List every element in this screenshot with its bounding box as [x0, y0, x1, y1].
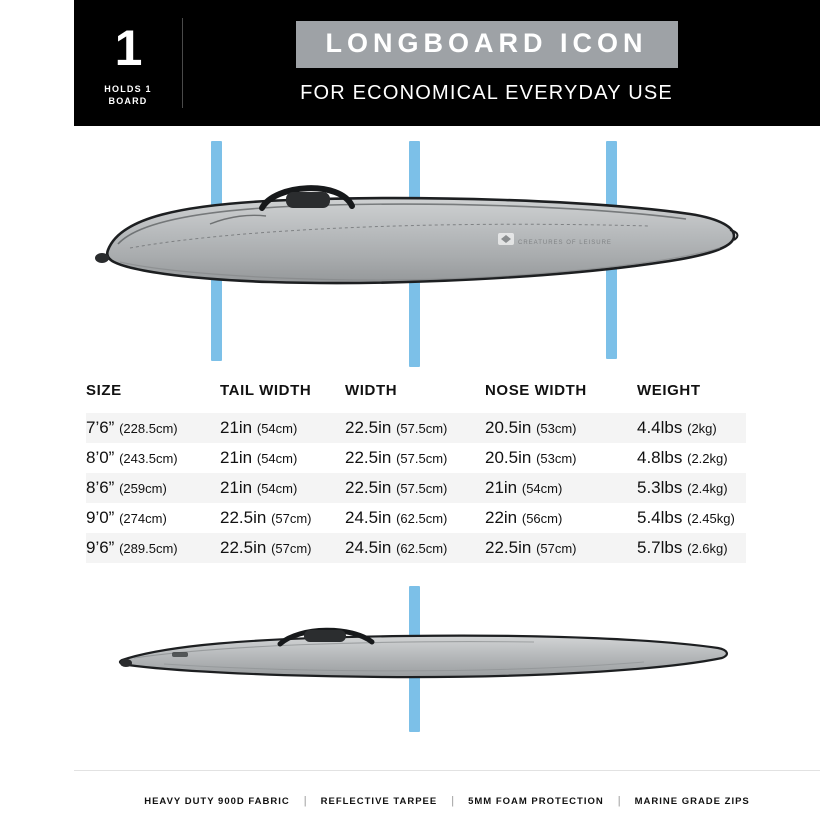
cell-nose-value: 22in	[485, 508, 518, 527]
cell-tail-width	[220, 503, 345, 533]
column-header-nose-width: NOSE WIDTH	[485, 382, 587, 399]
cell-tail-value: 21in	[220, 418, 253, 437]
cell-size-value: 7’6”	[86, 418, 115, 437]
brand-logo-icon	[498, 233, 514, 245]
cell-width-value: 22.5in	[345, 418, 392, 437]
cell-weight-value: 5.4lbs	[637, 508, 683, 527]
footer-feature-fabric: HEAVY DUTY 900D FABRIC	[144, 795, 290, 807]
table-row	[86, 443, 746, 473]
board-bag-top-svg	[104, 612, 734, 692]
cell-weight	[637, 533, 746, 563]
cell-width-metric: (62.5cm)	[396, 541, 448, 556]
cell-size	[86, 473, 220, 503]
cell-weight-metric: (2.4kg)	[687, 481, 728, 496]
table-row	[86, 473, 746, 503]
footer-separator: |	[303, 795, 307, 807]
cell-weight	[637, 443, 746, 473]
holds-label	[104, 83, 151, 107]
cell-size	[86, 533, 220, 563]
spec-table	[86, 382, 746, 563]
board-bag-side-svg	[90, 178, 740, 308]
cell-weight-value: 4.8lbs	[637, 448, 683, 467]
cell-nose-width	[485, 443, 637, 473]
cell-nose-metric: (57cm)	[536, 541, 577, 556]
cell-size-metric: (228.5cm)	[119, 421, 178, 436]
cell-width	[345, 503, 485, 533]
cell-width-value: 24.5in	[345, 538, 392, 557]
cell-tail-width	[220, 443, 345, 473]
cell-weight-value: 5.7lbs	[637, 538, 683, 557]
header-banner	[74, 0, 820, 126]
bag-handle-grip-flat	[304, 630, 346, 642]
board-bag-top-view	[104, 612, 734, 692]
cell-weight	[637, 503, 746, 533]
cell-width-value: 22.5in	[345, 448, 392, 467]
spec-table-container	[86, 382, 746, 563]
cell-size-metric: (243.5cm)	[119, 451, 178, 466]
cell-weight-metric: (2.45kg)	[687, 511, 735, 526]
cell-nose-width	[485, 413, 637, 443]
page-title	[296, 21, 678, 68]
cell-tail-width	[220, 413, 345, 443]
footer-feature-zips: MARINE GRADE ZIPS	[634, 795, 750, 807]
table-row	[86, 503, 746, 533]
page-subtitle: FOR ECONOMICAL EVERYDAY USE	[300, 82, 673, 104]
cell-tail-value: 22.5in	[220, 538, 267, 557]
cell-nose-width	[485, 533, 637, 563]
bag-handle-grip	[286, 192, 330, 208]
cell-size	[86, 413, 220, 443]
cell-nose-width	[485, 473, 637, 503]
bag-body	[107, 198, 734, 283]
footer-divider	[74, 770, 820, 771]
cell-weight-value: 4.4lbs	[637, 418, 683, 437]
footer-feature-foam: 5MM FOAM PROTECTION	[468, 795, 604, 807]
cell-nose-metric: (53cm)	[536, 421, 577, 436]
table-row	[86, 413, 746, 443]
cell-width-value: 22.5in	[345, 478, 392, 497]
board-count: 1	[114, 19, 142, 76]
footer-separator: |	[617, 795, 621, 807]
cell-nose-value: 22.5in	[485, 538, 532, 557]
cell-nose-metric: (53cm)	[536, 451, 577, 466]
cell-weight-metric: (2.6kg)	[687, 541, 728, 556]
cell-size-value: 8’0”	[86, 448, 115, 467]
board-bag-side-view	[90, 178, 740, 308]
column-header-width: WIDTH	[345, 382, 398, 399]
holds-label-line2: BOARD	[108, 96, 148, 106]
bag-tail-dring-flat-icon	[120, 659, 132, 667]
bag-tail-dring-icon	[95, 253, 109, 263]
cell-weight-metric: (2.2kg)	[687, 451, 728, 466]
bag-strap-clip-icon	[172, 652, 188, 657]
cell-tail-metric: (54cm)	[256, 481, 298, 496]
cell-size-metric: (259cm)	[119, 481, 167, 496]
column-header-tail-width: TAIL WIDTH	[220, 382, 312, 399]
cell-width	[345, 443, 485, 473]
cell-size-value: 8’6”	[86, 478, 115, 497]
cell-tail-metric: (57cm)	[271, 511, 312, 526]
footer-feature-tarpee: REFLECTIVE TARPEE	[320, 795, 438, 807]
cell-tail-value: 21in	[220, 448, 253, 467]
holds-label-line1: HOLDS 1	[104, 83, 152, 94]
cell-nose-value: 21in	[485, 478, 518, 497]
cell-tail-width	[220, 473, 345, 503]
cell-tail-value: 22.5in	[220, 508, 267, 527]
cell-width	[345, 473, 485, 503]
cell-size	[86, 443, 220, 473]
cell-tail-value: 21in	[220, 478, 253, 497]
cell-width	[345, 533, 485, 563]
table-row	[86, 533, 746, 563]
cell-size-value: 9’6”	[86, 538, 115, 557]
cell-nose-value: 20.5in	[485, 448, 532, 467]
table-header-row	[86, 382, 746, 413]
footer-features	[74, 782, 820, 820]
cell-weight-metric: (2kg)	[687, 421, 717, 436]
header-count-block	[74, 0, 182, 126]
cell-width-metric: (57.5cm)	[396, 451, 448, 466]
cell-weight	[637, 473, 746, 503]
cell-size-metric: (274cm)	[119, 511, 167, 526]
cell-weight	[637, 413, 746, 443]
cell-width-value: 24.5in	[345, 508, 392, 527]
cell-tail-metric: (54cm)	[256, 421, 298, 436]
cell-nose-metric: (56cm)	[521, 511, 563, 526]
cell-size	[86, 503, 220, 533]
cell-width	[345, 413, 485, 443]
cell-tail-metric: (57cm)	[271, 541, 312, 556]
footer-separator: |	[451, 795, 455, 807]
brand-logo-text: CREATURES OF LEISURE	[518, 240, 612, 246]
cell-nose-metric: (54cm)	[521, 481, 563, 496]
cell-size-value: 9’0”	[86, 508, 115, 527]
column-header-size: SIZE	[86, 382, 122, 399]
cell-tail-width	[220, 533, 345, 563]
header-title-block	[183, 0, 820, 126]
cell-width-metric: (57.5cm)	[396, 421, 448, 436]
column-header-weight: WEIGHT	[637, 382, 701, 399]
cell-size-metric: (289.5cm)	[119, 541, 178, 556]
cell-tail-metric: (54cm)	[256, 451, 298, 466]
page-title-text: LONGBOARD ICON	[325, 28, 648, 58]
cell-width-metric: (57.5cm)	[396, 481, 448, 496]
cell-nose-value: 20.5in	[485, 418, 532, 437]
cell-weight-value: 5.3lbs	[637, 478, 683, 497]
cell-width-metric: (62.5cm)	[396, 511, 448, 526]
cell-nose-width	[485, 503, 637, 533]
